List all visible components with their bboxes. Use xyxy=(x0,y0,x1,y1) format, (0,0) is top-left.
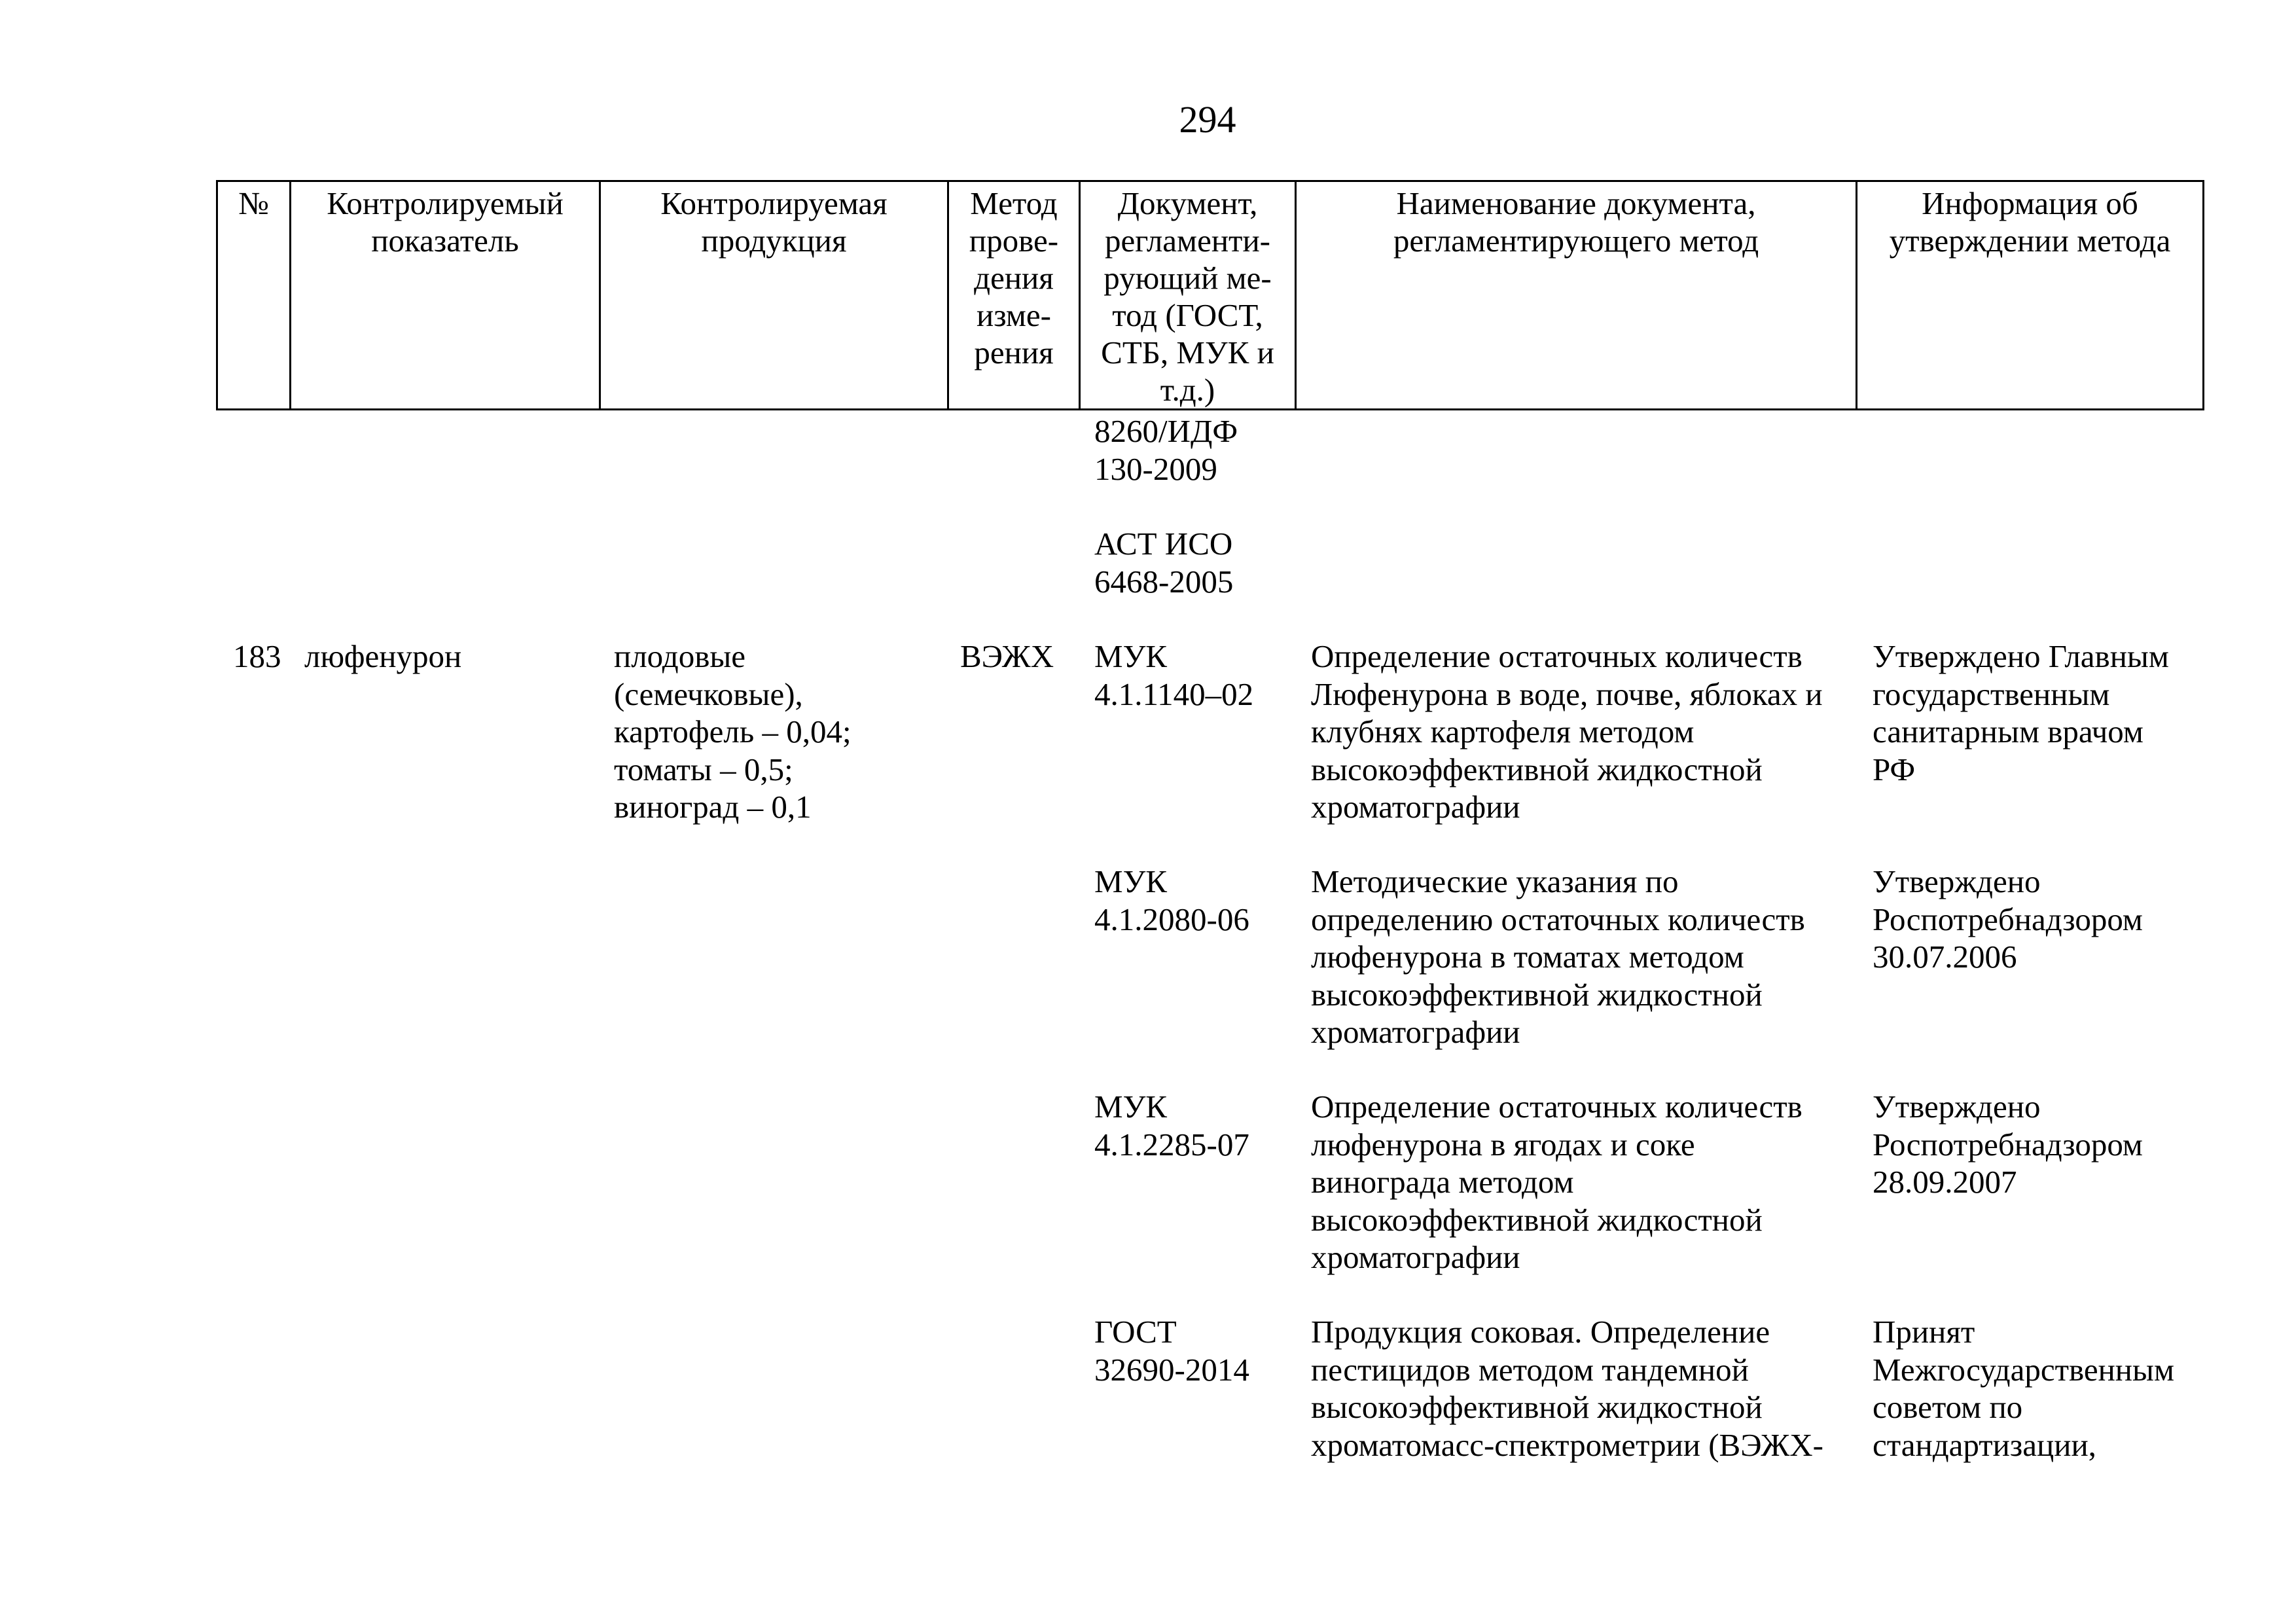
entry-document: МУК 4.1.2080-06 xyxy=(1094,863,1249,937)
row-indicator: люфенурон xyxy=(304,638,462,674)
entry-document-name: Продукция соковая. Определение пестицидов методом тандемной высокоэффективной жидкостной хроматомасс-спектрометрии (ВЭЖХ- xyxy=(1311,1314,1823,1463)
row-product: плодовые (семечковые), картофель – 0,04; томаты – 0,5; виноград – 0,1 xyxy=(614,638,852,825)
entry-document: МУК 4.1.2285-07 xyxy=(1094,1089,1249,1163)
entry-approval: Утверждено Главным государственным санитарным врачом РФ xyxy=(1873,638,2169,787)
entry-document-name: Методические указания по определению остаточных количеств люфенурона в томатах методом высокоэффективной жидкостной хроматографии xyxy=(1311,863,1805,1050)
header-product: Контролируемая продукция xyxy=(600,181,948,410)
continued-document: 8260/ИДФ 130-2009 xyxy=(1094,413,1238,487)
entry-approval: Утверждено Роспотребнадзором 30.07.2006 xyxy=(1873,863,2143,975)
continued-document: АСТ ИСО 6468-2005 xyxy=(1094,526,1234,600)
entry-document: ГОСТ 32690-2014 xyxy=(1094,1314,1249,1388)
header-document: Документ, регламенти-рующий ме-тод (ГОСТ, СТБ, МУК и т.д.) xyxy=(1080,181,1296,410)
row-number: 183 xyxy=(233,638,281,674)
header-document-name: Наименование документа, регламентирующего метод xyxy=(1296,181,1857,410)
header-approval-info: Информация об утверждении метода xyxy=(1857,181,2204,410)
entry-approval: Принят Межгосударственным советом по стандартизации, xyxy=(1873,1314,2174,1463)
table-header xyxy=(216,180,2204,410)
entry-document: МУК 4.1.1140–02 xyxy=(1094,638,1254,712)
entry-approval: Утверждено Роспотребнадзором 28.09.2007 xyxy=(1873,1089,2143,1200)
page-number: 294 xyxy=(1179,98,1236,141)
header-indicator: Контролируемый показатель xyxy=(291,181,600,410)
entry-document-name: Определение остаточных количеств Люфенурона в воде, почве, яблоках и клубнях картофеля методом высокоэффективной жидкостной хроматографии xyxy=(1311,638,1823,825)
row-method: ВЭЖХ xyxy=(960,638,1054,674)
header-method: Метод прове-дения изме-рения xyxy=(948,181,1080,410)
entry-document-name: Определение остаточных количеств люфенурона в ягодах и соке винограда методом высокоэффективной жидкостной хроматографии xyxy=(1311,1089,1803,1275)
header-number: № xyxy=(217,181,291,410)
